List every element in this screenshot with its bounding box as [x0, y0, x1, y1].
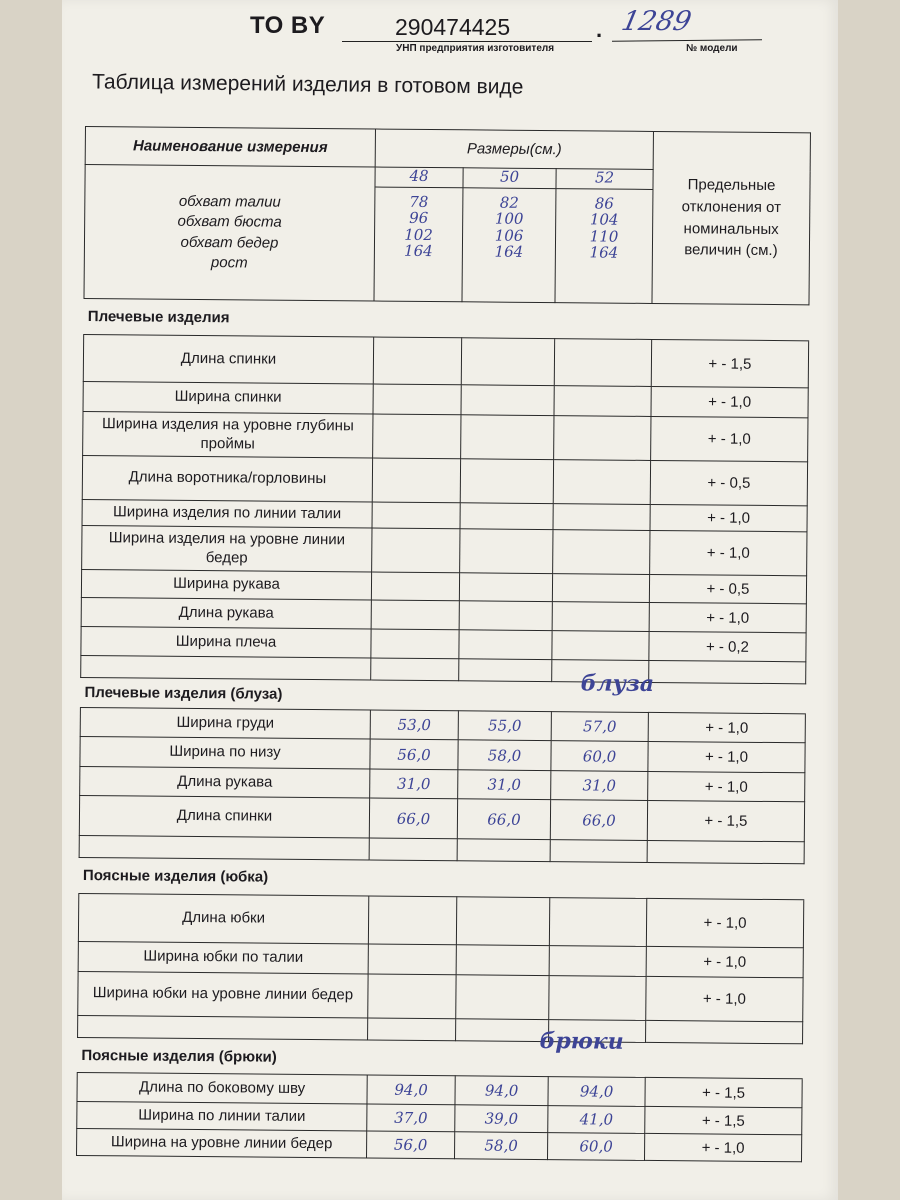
measurement-name: Длина юбки	[78, 893, 368, 944]
handwritten-section-note: блуза	[580, 670, 655, 697]
tolerance-value: + - 0,5	[650, 460, 807, 505]
table-row	[79, 795, 804, 841]
size-48-height: 164	[404, 241, 433, 261]
size-50-hips: 106	[494, 226, 524, 245]
blank-cell	[371, 658, 459, 681]
measurement-value	[459, 601, 552, 631]
measurement-name: Длина рукава	[81, 597, 371, 629]
section-header-row	[79, 857, 804, 899]
table-header-row	[85, 127, 810, 171]
measurement-value	[549, 946, 646, 977]
measurement-value: 31,0	[551, 771, 648, 801]
measurements-table	[76, 126, 811, 1162]
tolerance-value: + - 1,0	[648, 771, 805, 801]
unp-underline	[342, 41, 592, 42]
measurement-name: Длина воротника/горловины	[82, 455, 372, 502]
measurement-value: 53,0	[370, 710, 458, 740]
section-title: Поясные изделия (юбка)	[79, 857, 804, 899]
size-52-waist: 86	[594, 193, 614, 213]
handwritten-section-note: брюки	[539, 1028, 624, 1055]
section-title: Плечевые изделия (блуза) блуза	[80, 677, 805, 713]
base-measure-waist: обхват талии	[178, 192, 281, 211]
table-row	[82, 525, 807, 575]
tolerance-value: + - 1,5	[645, 1077, 802, 1107]
measurement-value: 94,0	[548, 1077, 645, 1107]
measurement-value	[373, 414, 461, 459]
size-50-label: 50	[463, 168, 555, 188]
table-row	[83, 334, 808, 387]
sizes-column-header: Размеры(см.)	[375, 129, 653, 169]
measurement-value	[456, 945, 549, 976]
name-column-header: Наименование измерения	[85, 127, 375, 168]
measurement-name: Длина рукава	[80, 766, 370, 798]
size-52-column	[555, 169, 653, 304]
measurement-value	[456, 897, 549, 946]
measurement-value	[461, 338, 554, 386]
measurement-value	[553, 460, 650, 505]
tolerance-value: + - 1,0	[650, 504, 807, 531]
measurement-value	[371, 572, 459, 601]
measurement-value: 41,0	[548, 1106, 645, 1134]
size-50-waist: 82	[499, 193, 519, 212]
measurement-name: Длина спинки	[79, 795, 369, 838]
blank-cell	[649, 660, 806, 683]
unp-number: 290474425	[395, 14, 511, 40]
measurement-value	[368, 944, 456, 975]
measurement-name: Ширина спинки	[83, 381, 373, 414]
measurement-value	[552, 574, 649, 603]
measurement-value: 56,0	[370, 739, 458, 770]
tolerance-column-header: Предельные отклонения от номинальных величин (см.)	[652, 131, 810, 304]
base-measure-bust: обхват бюста	[177, 213, 282, 231]
table-row	[83, 411, 808, 461]
measurement-value	[372, 528, 460, 573]
measurement-value: 31,0	[458, 770, 551, 800]
blank-cell	[457, 839, 550, 862]
blank-cell	[81, 655, 371, 680]
tolerance-value: + - 1,0	[651, 386, 808, 417]
tolerance-value: + - 1,0	[646, 976, 803, 1021]
base-measure-hips: обхват бедер	[180, 233, 279, 252]
measurement-value: 39,0	[455, 1105, 548, 1133]
measurement-name: Ширина рукава	[81, 569, 371, 600]
measurement-value	[371, 600, 459, 630]
measurement-value	[373, 337, 461, 385]
measurement-value	[549, 976, 646, 1021]
tolerance-value: + - 0,2	[649, 631, 806, 661]
unp-caption: УНП предприятия изготовителя	[396, 43, 555, 54]
model-number: 1289	[618, 6, 695, 37]
document-title: Таблица измерений изделия в готовом виде	[91, 70, 524, 99]
measurement-value: 31,0	[370, 769, 458, 799]
size-48-bust: 96	[409, 208, 429, 227]
size-48-label: 48	[375, 168, 462, 188]
measurement-value	[460, 529, 553, 574]
measurement-name: Ширина юбки на уровне линии бедер	[78, 971, 368, 1018]
measurement-value	[371, 629, 459, 659]
table-row	[77, 1128, 802, 1161]
model-caption: № модели	[686, 43, 738, 54]
size-52-label: 52	[556, 169, 652, 189]
section-header-row	[77, 1037, 802, 1078]
header-separator: .	[596, 17, 603, 42]
measurement-value	[368, 896, 456, 945]
measurement-value	[554, 339, 651, 387]
blank-cell	[456, 1019, 549, 1042]
measurement-name: Ширина плеча	[81, 626, 371, 658]
size-48-hips: 102	[404, 225, 433, 244]
section-title: Поясные изделия (брюки) брюки	[77, 1037, 802, 1078]
measurement-value	[461, 415, 554, 460]
measurement-name: Ширина на уровне линии бедер	[77, 1128, 367, 1158]
measurement-name: Ширина груди	[80, 707, 370, 739]
measurement-name: Длина по боковому шву	[77, 1072, 367, 1104]
measurement-value: 94,0	[455, 1076, 548, 1106]
measurement-value	[368, 974, 456, 1019]
measurement-value: 58,0	[455, 1132, 548, 1160]
blank-cell	[79, 835, 369, 860]
size-52-hips: 110	[589, 226, 619, 246]
measurement-value	[552, 602, 649, 632]
measurement-value: 37,0	[367, 1104, 455, 1132]
measurement-value	[459, 573, 552, 602]
table-row	[78, 893, 803, 947]
tolerance-value: + - 1,5	[651, 339, 808, 387]
section-header-row	[80, 677, 805, 713]
measurement-value	[554, 416, 651, 461]
tolerance-value: + - 1,0	[648, 741, 805, 772]
measurement-value	[459, 630, 552, 660]
blank-cell	[550, 840, 647, 863]
measurement-value	[460, 459, 553, 504]
measurement-value	[554, 386, 651, 417]
measurement-value	[552, 631, 649, 661]
tolerance-value: + - 1,0	[644, 1133, 801, 1161]
measurement-value: 55,0	[458, 711, 551, 741]
section-header-row	[84, 298, 809, 340]
tolerance-value: + - 1,0	[651, 416, 808, 461]
measurement-value: 60,0	[547, 1133, 644, 1161]
blank-cell	[459, 659, 552, 682]
measurement-value	[549, 898, 646, 947]
measurement-value: 56,0	[367, 1131, 455, 1159]
blank-cell	[369, 838, 457, 861]
measurement-name: Ширина по линии талии	[77, 1101, 367, 1131]
measurement-value	[456, 975, 549, 1020]
size-48-column	[374, 167, 463, 302]
measurement-name: Ширина изделия по линии талии	[82, 499, 372, 528]
section-title: Плечевые изделия	[84, 298, 809, 340]
tolerance-value: + - 1,0	[646, 898, 803, 947]
base-measure-labels	[84, 165, 375, 302]
measurement-value	[461, 385, 554, 416]
tolerance-value: + - 1,0	[650, 530, 807, 575]
base-measure-height: рост	[210, 253, 248, 272]
measurement-value: 66,0	[550, 800, 647, 841]
tolerance-value: + - 1,5	[647, 800, 804, 841]
measurement-value: 94,0	[367, 1075, 455, 1105]
size-52-bust: 104	[589, 210, 619, 229]
size-50-height: 164	[494, 242, 524, 261]
standard-code: ТО BY	[250, 12, 326, 39]
measurement-value	[460, 503, 553, 530]
measurement-value	[553, 504, 650, 531]
measurement-value: 60,0	[551, 741, 648, 772]
measurement-value	[373, 384, 461, 415]
tolerance-value: + - 1,5	[645, 1106, 802, 1134]
blank-cell	[647, 840, 804, 863]
measurement-value	[372, 502, 460, 529]
measurement-value	[553, 530, 650, 575]
tolerance-value: + - 1,0	[646, 946, 803, 977]
measurement-name: Ширина изделия на уровне глубины проймы	[83, 411, 373, 458]
tolerance-value: + - 0,5	[649, 574, 806, 603]
measurement-name: Ширина изделия на уровне линии бедер	[82, 525, 372, 572]
size-50-column	[462, 168, 556, 303]
measurement-value: 58,0	[458, 740, 551, 771]
measurement-value: 66,0	[369, 798, 457, 839]
blank-cell	[646, 1020, 803, 1043]
measurement-value: 57,0	[551, 712, 648, 742]
size-50-bust: 100	[494, 209, 524, 228]
size-52-height: 164	[589, 243, 619, 262]
size-48-waist: 78	[409, 192, 429, 211]
table-row	[78, 971, 803, 1021]
blank-cell	[78, 1015, 368, 1040]
measurement-name: Ширина по низу	[80, 736, 370, 769]
table-row	[82, 455, 807, 505]
measurement-name: Длина спинки	[83, 334, 373, 384]
tolerance-value: + - 1,0	[649, 602, 806, 632]
measurement-name: Ширина юбки по талии	[78, 941, 368, 974]
measurement-value: 66,0	[457, 799, 550, 840]
tolerance-value: + - 1,0	[648, 712, 805, 742]
blank-cell	[368, 1018, 456, 1041]
measurement-value	[372, 458, 460, 503]
